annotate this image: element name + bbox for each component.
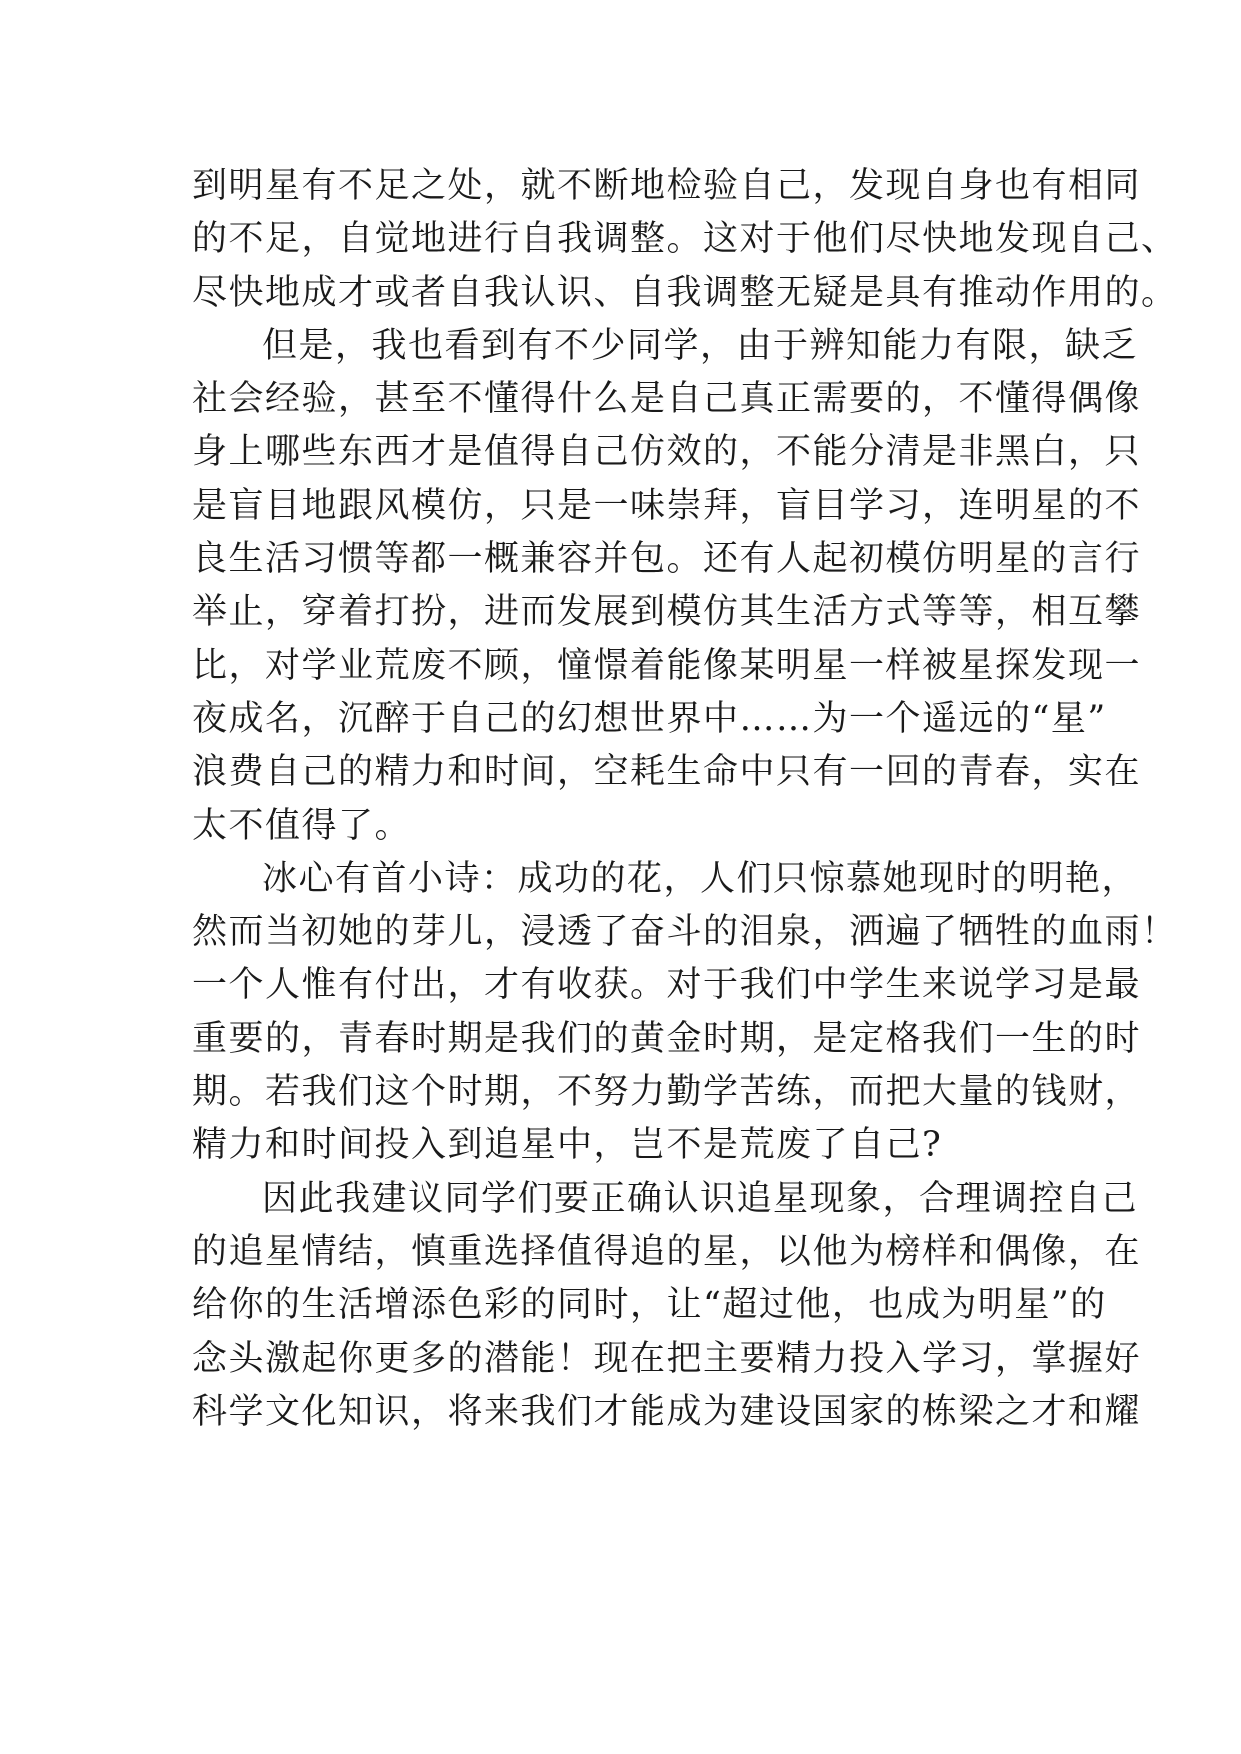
- text-line: 社会经验，甚至不懂得什么是自己真正需要的，不懂得偶像: [192, 379, 1142, 420]
- text-line: 夜成名，沉醉于自己的幻想世界中……为一个遥远的“星”: [192, 698, 1107, 739]
- text-line: 一个人惟有付出，才有收获。对于我们中学生来说学习是最: [192, 965, 1142, 1006]
- text-line: 举止，穿着打扮，进而发展到模仿其生活方式等等，相互攀: [192, 592, 1142, 633]
- text-line: 身上哪些东西才是值得自己仿效的，不能分清是非黑白，只: [192, 432, 1142, 473]
- text-line: 念头激起你更多的潜能！现在把主要精力投入学习，掌握好: [192, 1338, 1142, 1379]
- text-line: 到明星有不足之处，就不断地检验自己，发现自身也有相同: [192, 166, 1142, 206]
- text-line: 精力和时间投入到追星中，岂不是荒废了自己?: [192, 1125, 943, 1166]
- text-line: 然而当初她的芽儿，浸透了奋斗的泪泉，洒遍了牺牲的血雨！: [192, 912, 1178, 953]
- text-line: 的追星情结，慎重选择值得追的星，以他为榜样和偶像，在: [192, 1231, 1142, 1272]
- text-line: 太不值得了。: [192, 805, 412, 846]
- text-line: 给你的生活增添色彩的同时，让“超过他，也成为明星”的: [192, 1285, 1107, 1326]
- text-line: 重要的，青春时期是我们的黄金时期，是定格我们一生的时: [192, 1018, 1142, 1059]
- text-line: 是盲目地跟风模仿，只是一味崇拜，盲目学习，连明星的不: [192, 485, 1142, 526]
- text-line: 的不足，自觉地进行自我调整。这对于他们尽快地发现自己、: [192, 219, 1178, 260]
- text-line: 科学文化知识，将来我们才能成为建设国家的栋梁之才和耀: [192, 1391, 1142, 1432]
- text-line: 良生活习惯等都一概兼容并包。还有人起初模仿明星的言行: [192, 539, 1142, 580]
- body-text: [192, 160, 1178, 1439]
- text-line: 比，对学业荒废不顾，憧憬着能像某明星一样被星探发现一: [192, 645, 1142, 686]
- text-line: 期。若我们这个时期，不努力勤学苦练，而把大量的钱财，: [192, 1072, 1142, 1113]
- paragraph-start-line: 但是，我也看到有不少同学，由于辨知能力有限，缺乏: [262, 325, 1139, 366]
- text-line: 尽快地成才或者自我认识、自我调整无疑是具有推动作用的。: [192, 272, 1178, 313]
- text-line: 浪费自己的精力和时间，空耗生命中只有一回的青春，实在: [192, 752, 1142, 793]
- paragraph-start-line: 因此我建议同学们要正确认识追星现象，合理调控自己: [262, 1178, 1139, 1219]
- paragraph-start-line: 冰心有首小诗：成功的花，人们只惊慕她现时的明艳，: [262, 858, 1139, 899]
